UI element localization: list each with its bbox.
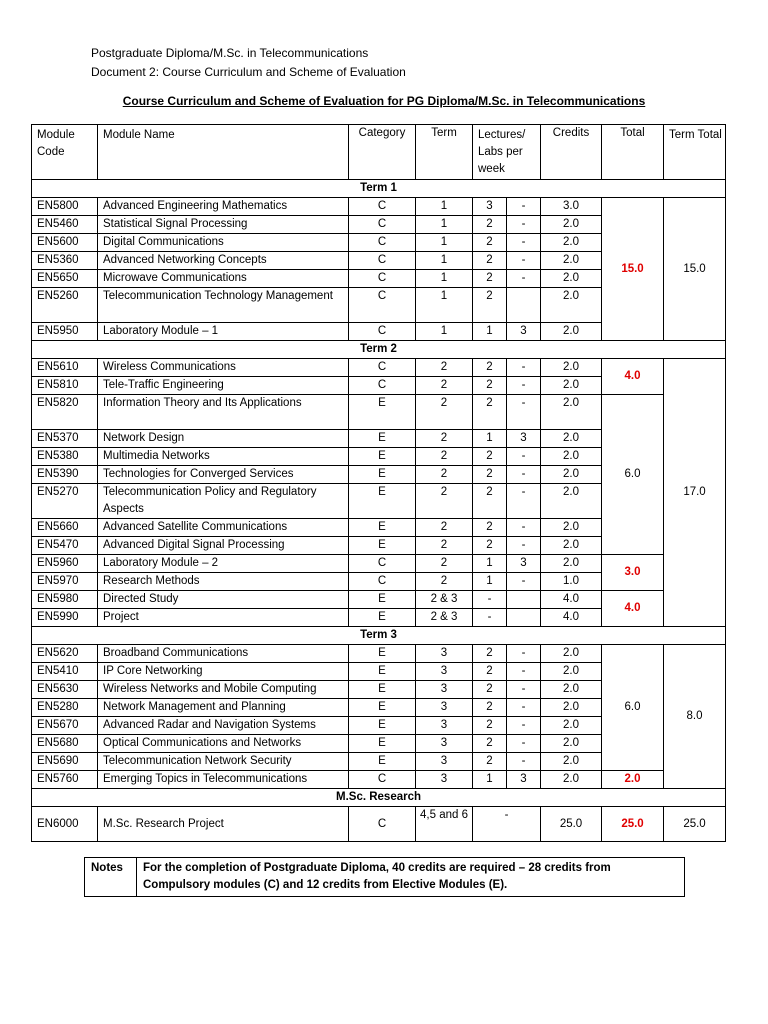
module-name: Research Methods bbox=[98, 573, 349, 591]
module-name: Advanced Networking Concepts bbox=[98, 252, 349, 270]
module-name: Network Management and Planning bbox=[98, 699, 349, 717]
module-credits: 2.0 bbox=[541, 555, 602, 573]
lectures-per-week: 2 bbox=[473, 717, 507, 735]
lectures-per-week: 2 bbox=[473, 359, 507, 377]
module-credits: 4.0 bbox=[541, 609, 602, 627]
notes-table bbox=[84, 857, 685, 897]
table-row bbox=[32, 645, 726, 663]
module-category: E bbox=[349, 466, 416, 484]
lectures-per-week: 1 bbox=[473, 430, 507, 448]
module-category: C bbox=[349, 771, 416, 789]
module-credits: 2.0 bbox=[541, 519, 602, 537]
lectures-per-week: 2 bbox=[473, 699, 507, 717]
module-credits: 2.0 bbox=[541, 484, 602, 519]
module-code: EN5270 bbox=[32, 484, 98, 519]
lectures-per-week: 2 bbox=[473, 753, 507, 771]
module-term: 2 & 3 bbox=[416, 609, 473, 627]
group-total: 15.0 bbox=[602, 198, 664, 341]
module-category: C bbox=[349, 216, 416, 234]
module-term: 1 bbox=[416, 323, 473, 341]
labs-per-week: - bbox=[507, 735, 541, 753]
group-total: 6.0 bbox=[602, 645, 664, 771]
module-credits: 2.0 bbox=[541, 252, 602, 270]
module-category: C bbox=[349, 573, 416, 591]
module-credits: 2.0 bbox=[541, 234, 602, 252]
table-row bbox=[32, 555, 726, 573]
module-code: EN5950 bbox=[32, 323, 98, 341]
labs-per-week: - bbox=[507, 645, 541, 663]
module-term: 4,5 and 6 bbox=[416, 807, 473, 842]
module-code: EN5410 bbox=[32, 663, 98, 681]
lectures-per-week: 2 bbox=[473, 377, 507, 395]
lectures-per-week: 2 bbox=[473, 466, 507, 484]
module-code: EN5820 bbox=[32, 395, 98, 430]
module-credits: 2.0 bbox=[541, 395, 602, 430]
module-code: EN5810 bbox=[32, 377, 98, 395]
term-3-label: Term 3 bbox=[32, 627, 726, 645]
module-term: 2 & 3 bbox=[416, 591, 473, 609]
term-1-label: Term 1 bbox=[32, 180, 726, 198]
header-credits: Credits bbox=[541, 125, 602, 180]
module-name: Telecommunication Policy and Regulatory Aspects bbox=[98, 484, 349, 519]
module-code: EN5280 bbox=[32, 699, 98, 717]
module-code: EN5680 bbox=[32, 735, 98, 753]
module-code: EN5690 bbox=[32, 753, 98, 771]
curriculum-table bbox=[31, 124, 726, 842]
group-total: 2.0 bbox=[602, 771, 664, 789]
labs-per-week: 3 bbox=[507, 430, 541, 448]
module-code: EN5650 bbox=[32, 270, 98, 288]
lectures-per-week: - bbox=[473, 591, 507, 609]
module-term: 2 bbox=[416, 395, 473, 430]
table-row bbox=[32, 807, 726, 842]
module-credits: 2.0 bbox=[541, 448, 602, 466]
group-total: 4.0 bbox=[602, 359, 664, 395]
labs-per-week: - bbox=[507, 216, 541, 234]
module-code: EN5760 bbox=[32, 771, 98, 789]
module-term: 3 bbox=[416, 645, 473, 663]
module-name: Tele-Traffic Engineering bbox=[98, 377, 349, 395]
labs-per-week: 3 bbox=[507, 323, 541, 341]
table-row bbox=[32, 771, 726, 789]
module-category: E bbox=[349, 591, 416, 609]
term-total: 15.0 bbox=[664, 198, 726, 341]
lectures-per-week: 1 bbox=[473, 555, 507, 573]
module-term: 3 bbox=[416, 663, 473, 681]
module-name: Technologies for Converged Services bbox=[98, 466, 349, 484]
term-header-row bbox=[32, 180, 726, 198]
header-module-code: Module Code bbox=[32, 125, 98, 180]
group-total: 3.0 bbox=[602, 555, 664, 591]
group-total: 6.0 bbox=[602, 395, 664, 555]
notes-text: For the completion of Postgraduate Diploma, 40 credits are required – 28 credits from Compulsory modules (C) and 12 credits from Elective Modules (E). bbox=[137, 858, 685, 897]
module-code: EN5960 bbox=[32, 555, 98, 573]
module-category: E bbox=[349, 699, 416, 717]
lectures-per-week: 2 bbox=[473, 484, 507, 519]
module-code: EN6000 bbox=[32, 807, 98, 842]
lectures-per-week: 2 bbox=[473, 252, 507, 270]
doc-header-line-1: Postgraduate Diploma/M.Sc. in Telecommunications bbox=[91, 46, 369, 60]
lectures-per-week: 2 bbox=[473, 270, 507, 288]
module-code: EN5360 bbox=[32, 252, 98, 270]
module-credits: 25.0 bbox=[541, 807, 602, 842]
module-name: Telecommunication Technology Management bbox=[98, 288, 349, 323]
labs-per-week: - bbox=[507, 198, 541, 216]
group-total: 4.0 bbox=[602, 591, 664, 627]
labs-per-week: - bbox=[507, 753, 541, 771]
module-category: C bbox=[349, 555, 416, 573]
header-total: Total bbox=[602, 125, 664, 180]
labs-per-week: - bbox=[507, 395, 541, 430]
module-name: Telecommunication Network Security bbox=[98, 753, 349, 771]
module-term: 2 bbox=[416, 555, 473, 573]
labs-per-week bbox=[507, 288, 541, 323]
header-lectures-labs: Lectures/ Labs per week bbox=[473, 125, 541, 180]
lectures-per-week: 2 bbox=[473, 681, 507, 699]
labs-per-week: - bbox=[507, 537, 541, 555]
module-term: 1 bbox=[416, 288, 473, 323]
lectures-per-week: 2 bbox=[473, 448, 507, 466]
module-credits: 1.0 bbox=[541, 573, 602, 591]
module-category: E bbox=[349, 753, 416, 771]
curriculum-table-body bbox=[32, 125, 726, 842]
module-credits: 4.0 bbox=[541, 591, 602, 609]
labs-per-week: - bbox=[507, 377, 541, 395]
page-title: Course Curriculum and Scheme of Evaluation for PG Diploma/M.Sc. in Telecommunications bbox=[122, 94, 646, 108]
lectures-per-week: 1 bbox=[473, 323, 507, 341]
table-row bbox=[32, 359, 726, 377]
term-header-row bbox=[32, 627, 726, 645]
module-term: 1 bbox=[416, 198, 473, 216]
module-category: E bbox=[349, 735, 416, 753]
module-name: Advanced Radar and Navigation Systems bbox=[98, 717, 349, 735]
labs-per-week: - bbox=[507, 681, 541, 699]
module-credits: 2.0 bbox=[541, 537, 602, 555]
module-name: M.Sc. Research Project bbox=[98, 807, 349, 842]
lectures-per-week: 3 bbox=[473, 198, 507, 216]
module-category: C bbox=[349, 270, 416, 288]
labs-per-week: - bbox=[507, 663, 541, 681]
labs-per-week: - bbox=[507, 359, 541, 377]
term-2-label: Term 2 bbox=[32, 341, 726, 359]
module-code: EN5660 bbox=[32, 519, 98, 537]
module-term: 2 bbox=[416, 466, 473, 484]
module-term: 3 bbox=[416, 681, 473, 699]
module-category: E bbox=[349, 717, 416, 735]
module-term: 2 bbox=[416, 448, 473, 466]
module-category: E bbox=[349, 609, 416, 627]
module-term: 1 bbox=[416, 270, 473, 288]
module-name: Emerging Topics in Telecommunications bbox=[98, 771, 349, 789]
module-name: Project bbox=[98, 609, 349, 627]
module-credits: 2.0 bbox=[541, 699, 602, 717]
labs-per-week: - bbox=[507, 448, 541, 466]
module-name: Laboratory Module – 2 bbox=[98, 555, 349, 573]
module-name: Multimedia Networks bbox=[98, 448, 349, 466]
labs-per-week: - bbox=[507, 234, 541, 252]
lectures-per-week: 2 bbox=[473, 234, 507, 252]
header-category: Category bbox=[349, 125, 416, 180]
module-name: IP Core Networking bbox=[98, 663, 349, 681]
labs-per-week bbox=[507, 591, 541, 609]
module-category: E bbox=[349, 430, 416, 448]
module-term: 2 bbox=[416, 377, 473, 395]
module-category: C bbox=[349, 288, 416, 323]
module-category: C bbox=[349, 234, 416, 252]
labs-per-week: - bbox=[507, 717, 541, 735]
module-name: Wireless Networks and Mobile Computing bbox=[98, 681, 349, 699]
term-total: 17.0 bbox=[664, 359, 726, 627]
module-code: EN5800 bbox=[32, 198, 98, 216]
module-credits: 2.0 bbox=[541, 466, 602, 484]
module-category: E bbox=[349, 645, 416, 663]
module-code: EN5970 bbox=[32, 573, 98, 591]
module-category: E bbox=[349, 537, 416, 555]
module-code: EN5390 bbox=[32, 466, 98, 484]
module-credits: 2.0 bbox=[541, 377, 602, 395]
module-term: 3 bbox=[416, 753, 473, 771]
module-category: C bbox=[349, 252, 416, 270]
module-code: EN5260 bbox=[32, 288, 98, 323]
module-credits: 2.0 bbox=[541, 216, 602, 234]
module-credits: 2.0 bbox=[541, 717, 602, 735]
lectures-per-week: 2 bbox=[473, 537, 507, 555]
module-term: 3 bbox=[416, 771, 473, 789]
doc-header-line-2: Document 2: Course Curriculum and Scheme of Evaluation bbox=[91, 65, 406, 79]
module-code: EN5620 bbox=[32, 645, 98, 663]
module-name: Broadband Communications bbox=[98, 645, 349, 663]
module-term: 2 bbox=[416, 519, 473, 537]
module-credits: 3.0 bbox=[541, 198, 602, 216]
module-name: Microwave Communications bbox=[98, 270, 349, 288]
module-category: E bbox=[349, 519, 416, 537]
module-credits: 2.0 bbox=[541, 323, 602, 341]
module-name: Optical Communications and Networks bbox=[98, 735, 349, 753]
module-code: EN5610 bbox=[32, 359, 98, 377]
term-total: 25.0 bbox=[664, 807, 726, 842]
labs-per-week: - bbox=[507, 573, 541, 591]
module-term: 2 bbox=[416, 430, 473, 448]
module-code: EN5470 bbox=[32, 537, 98, 555]
module-category: E bbox=[349, 681, 416, 699]
lectures-per-week: 2 bbox=[473, 663, 507, 681]
module-name: Advanced Satellite Communications bbox=[98, 519, 349, 537]
module-credits: 2.0 bbox=[541, 753, 602, 771]
module-name: Advanced Engineering Mathematics bbox=[98, 198, 349, 216]
header-term: Term bbox=[416, 125, 473, 180]
module-category: C bbox=[349, 323, 416, 341]
module-name: Directed Study bbox=[98, 591, 349, 609]
module-name: Network Design bbox=[98, 430, 349, 448]
lectures-per-week: 2 bbox=[473, 519, 507, 537]
module-term: 2 bbox=[416, 537, 473, 555]
module-credits: 2.0 bbox=[541, 430, 602, 448]
lectures-per-week: 2 bbox=[473, 216, 507, 234]
table-header-row bbox=[32, 125, 726, 180]
module-credits: 2.0 bbox=[541, 771, 602, 789]
module-name: Statistical Signal Processing bbox=[98, 216, 349, 234]
lectures-per-week: - bbox=[473, 609, 507, 627]
term-header-row bbox=[32, 341, 726, 359]
term-total: 8.0 bbox=[664, 645, 726, 789]
module-name: Laboratory Module – 1 bbox=[98, 323, 349, 341]
term-header-row bbox=[32, 789, 726, 807]
module-category: C bbox=[349, 198, 416, 216]
lectures-per-week: - bbox=[473, 807, 541, 842]
module-credits: 2.0 bbox=[541, 735, 602, 753]
group-total: 25.0 bbox=[602, 807, 664, 842]
lectures-per-week: 2 bbox=[473, 288, 507, 323]
labs-per-week: - bbox=[507, 466, 541, 484]
module-term: 3 bbox=[416, 717, 473, 735]
module-name: Wireless Communications bbox=[98, 359, 349, 377]
labs-per-week: - bbox=[507, 270, 541, 288]
module-name: Advanced Digital Signal Processing bbox=[98, 537, 349, 555]
module-term: 2 bbox=[416, 359, 473, 377]
module-code: EN5380 bbox=[32, 448, 98, 466]
module-category: E bbox=[349, 448, 416, 466]
table-row bbox=[32, 198, 726, 216]
labs-per-week: - bbox=[507, 699, 541, 717]
module-term: 2 bbox=[416, 573, 473, 591]
module-term: 2 bbox=[416, 484, 473, 519]
lectures-per-week: 1 bbox=[473, 573, 507, 591]
module-term: 1 bbox=[416, 216, 473, 234]
lectures-per-week: 2 bbox=[473, 395, 507, 430]
header-term-total: Term Total bbox=[664, 125, 726, 180]
lectures-per-week: 1 bbox=[473, 771, 507, 789]
module-credits: 2.0 bbox=[541, 681, 602, 699]
labs-per-week: - bbox=[507, 252, 541, 270]
table-row bbox=[32, 395, 726, 430]
module-credits: 2.0 bbox=[541, 645, 602, 663]
module-code: EN5370 bbox=[32, 430, 98, 448]
module-code: EN5460 bbox=[32, 216, 98, 234]
labs-per-week: 3 bbox=[507, 771, 541, 789]
module-name: Information Theory and Its Applications bbox=[98, 395, 349, 430]
module-name: Digital Communications bbox=[98, 234, 349, 252]
module-category: E bbox=[349, 484, 416, 519]
module-category: E bbox=[349, 395, 416, 430]
lectures-per-week: 2 bbox=[473, 645, 507, 663]
module-term: 1 bbox=[416, 234, 473, 252]
labs-per-week bbox=[507, 609, 541, 627]
module-term: 3 bbox=[416, 699, 473, 717]
module-code: EN5990 bbox=[32, 609, 98, 627]
module-credits: 2.0 bbox=[541, 288, 602, 323]
module-credits: 2.0 bbox=[541, 663, 602, 681]
header-module-name: Module Name bbox=[98, 125, 349, 180]
labs-per-week: 3 bbox=[507, 555, 541, 573]
module-term: 1 bbox=[416, 252, 473, 270]
notes-label: Notes bbox=[85, 858, 137, 897]
module-code: EN5670 bbox=[32, 717, 98, 735]
module-credits: 2.0 bbox=[541, 270, 602, 288]
module-code: EN5600 bbox=[32, 234, 98, 252]
module-code: EN5980 bbox=[32, 591, 98, 609]
labs-per-week: - bbox=[507, 519, 541, 537]
labs-per-week: - bbox=[507, 484, 541, 519]
research-label: M.Sc. Research bbox=[32, 789, 726, 807]
table-row bbox=[32, 591, 726, 609]
module-category: C bbox=[349, 807, 416, 842]
lectures-per-week: 2 bbox=[473, 735, 507, 753]
module-credits: 2.0 bbox=[541, 359, 602, 377]
module-term: 3 bbox=[416, 735, 473, 753]
module-category: C bbox=[349, 359, 416, 377]
module-category: C bbox=[349, 377, 416, 395]
module-code: EN5630 bbox=[32, 681, 98, 699]
module-category: E bbox=[349, 663, 416, 681]
